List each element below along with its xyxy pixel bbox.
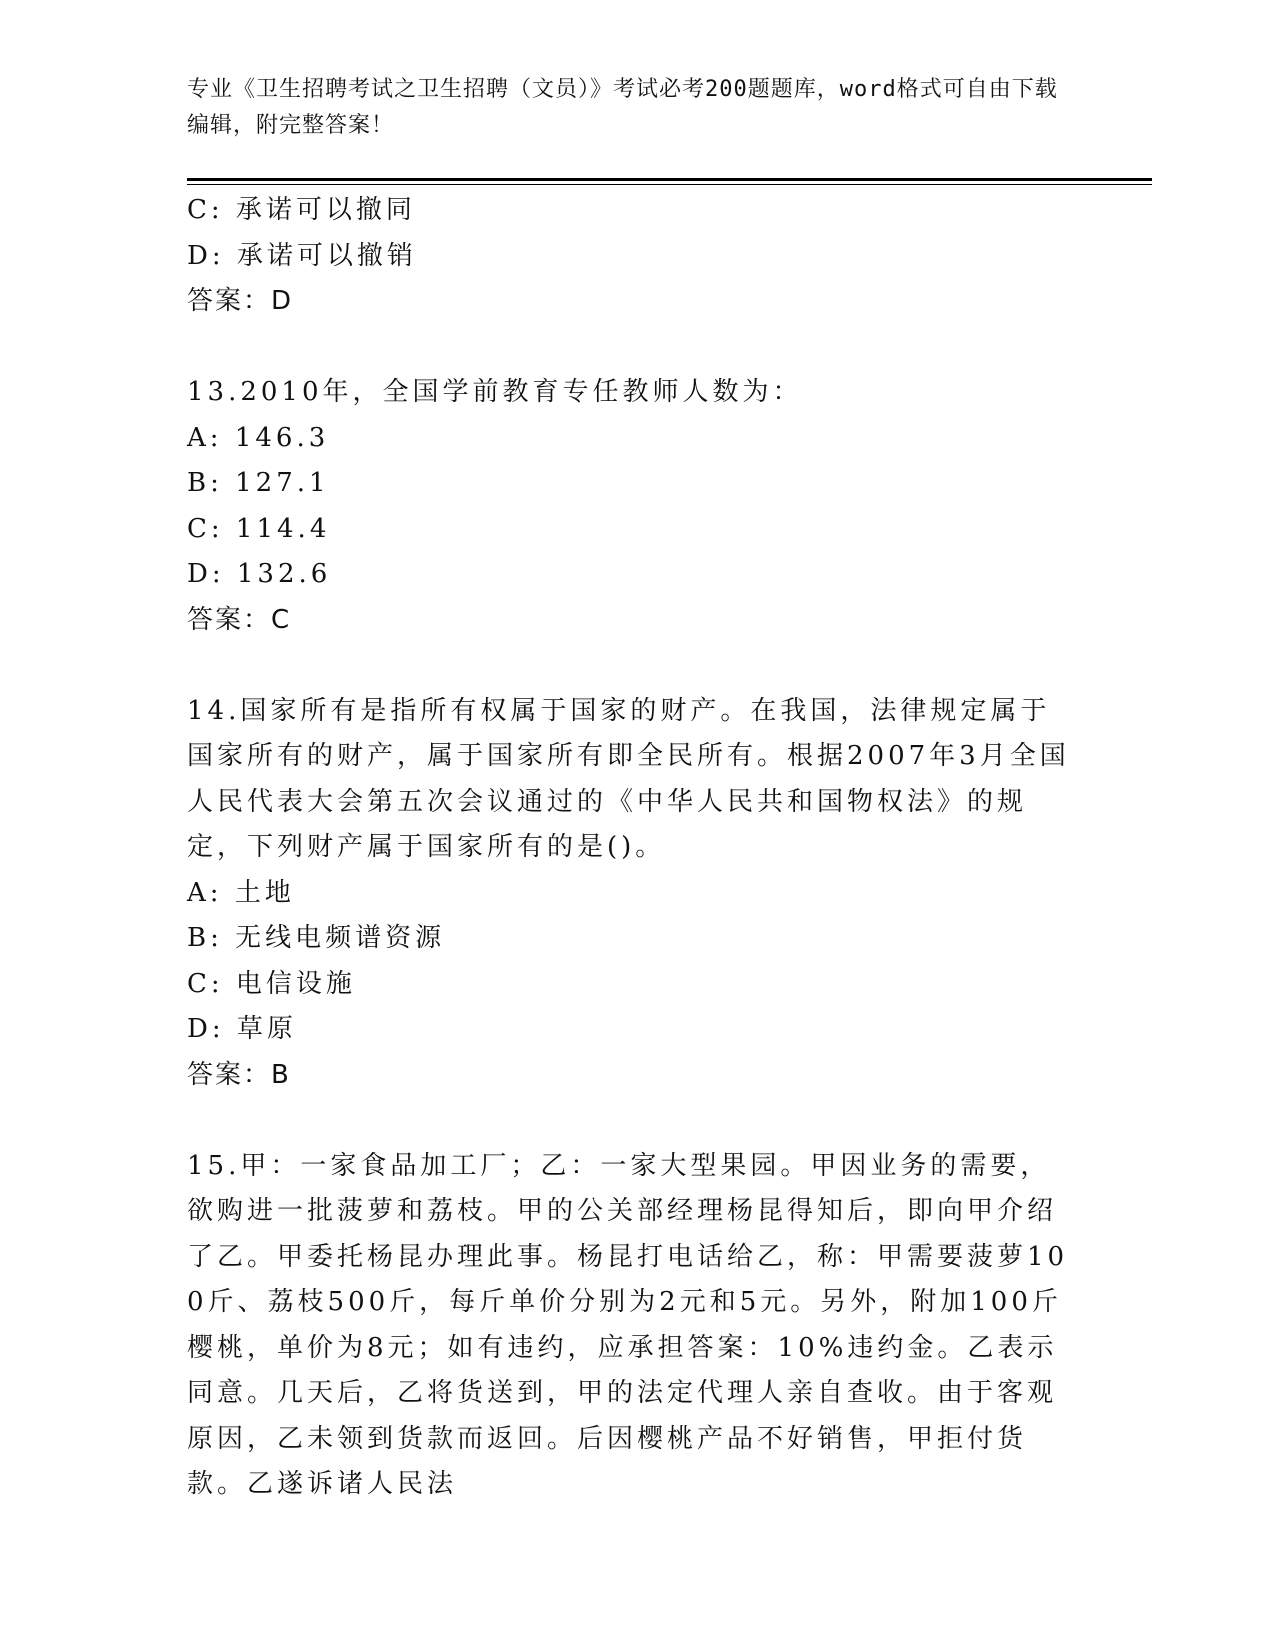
option-line bbox=[187, 188, 1077, 234]
question-stem: 14.国家所有是指所有权属于国家的财产。在我国，法律规定属于国家所有的财产，属于国家所有即全民所有。根据2007年3月全国人民代表大会第五次会议通过的《中华人民共和国物权法》的规定，下列财产属于国家所有的是()。 bbox=[187, 695, 1070, 862]
option-line bbox=[187, 1007, 1077, 1053]
option-label: B: bbox=[187, 468, 223, 498]
header-rule-thin bbox=[187, 184, 1152, 185]
option-text: 132.6 bbox=[236, 559, 332, 589]
option-label: C: bbox=[187, 195, 224, 225]
header-rule-thick bbox=[187, 178, 1152, 181]
option-label: C: bbox=[187, 968, 224, 999]
option-text: 承诺可以撤销 bbox=[236, 240, 417, 271]
option-line bbox=[187, 916, 1077, 962]
question-stem: 15.甲：一家食品加工厂；乙：一家大型果园。甲因业务的需要，欲购进一批菠萝和荔枝。甲的公关部经理杨昆得知后，即向甲介绍了乙。甲委托杨昆办理此事。杨昆打电话给乙，称：甲需要菠萝100斤、荔枝500斤，每斤单价分别为2元和5元。另外，附加100斤樱桃，单价为8元；如有违约，应承担答案：10%违约金。乙表示同意。几天后，乙将货送到，甲的法定代理人亲自查收。由于客观原因，乙未领到货款而返回。后因樱桃产品不好销售，甲拒付货款。乙遂诉诸人民法 bbox=[187, 1150, 1069, 1499]
option-label: D: bbox=[187, 559, 225, 589]
option-text: 电信设施 bbox=[235, 968, 356, 999]
option-line bbox=[187, 234, 1077, 280]
option-line bbox=[187, 507, 1077, 553]
option-line bbox=[187, 871, 1077, 917]
option-label: D: bbox=[187, 1014, 225, 1044]
option-line bbox=[187, 962, 1077, 1008]
option-text: 无线电频谱资源 bbox=[235, 923, 446, 953]
option-line bbox=[187, 416, 1077, 462]
answer-line: 答案：B bbox=[187, 1059, 291, 1090]
option-text: 127.1 bbox=[235, 468, 330, 498]
option-text: 114.4 bbox=[235, 513, 331, 544]
option-label: B: bbox=[187, 923, 223, 953]
answer-line: 答案：C bbox=[187, 604, 292, 635]
option-line bbox=[187, 552, 1077, 598]
option-text: 土地 bbox=[234, 877, 295, 908]
answer-line: 答案：D bbox=[187, 286, 294, 316]
document-body bbox=[187, 188, 1077, 1508]
option-line bbox=[187, 461, 1077, 507]
option-text: 承诺可以撤同 bbox=[235, 195, 416, 225]
option-label: A: bbox=[187, 422, 223, 453]
spacer bbox=[187, 325, 1077, 371]
spacer bbox=[187, 643, 1077, 689]
question-stem: 13.2010年，全国学前教育专任教师人数为： bbox=[187, 377, 803, 407]
option-label: A: bbox=[187, 877, 223, 908]
option-label: D: bbox=[187, 240, 225, 271]
option-text: 草原 bbox=[236, 1014, 297, 1044]
document-header: 专业《卫生招聘考试之卫生招聘（文员）》考试必考200题题库，word格式可自由下载编辑，附完整答案！ bbox=[187, 77, 1058, 138]
spacer bbox=[187, 1098, 1077, 1144]
option-label: C: bbox=[187, 513, 224, 544]
option-text: 146.3 bbox=[234, 422, 330, 453]
